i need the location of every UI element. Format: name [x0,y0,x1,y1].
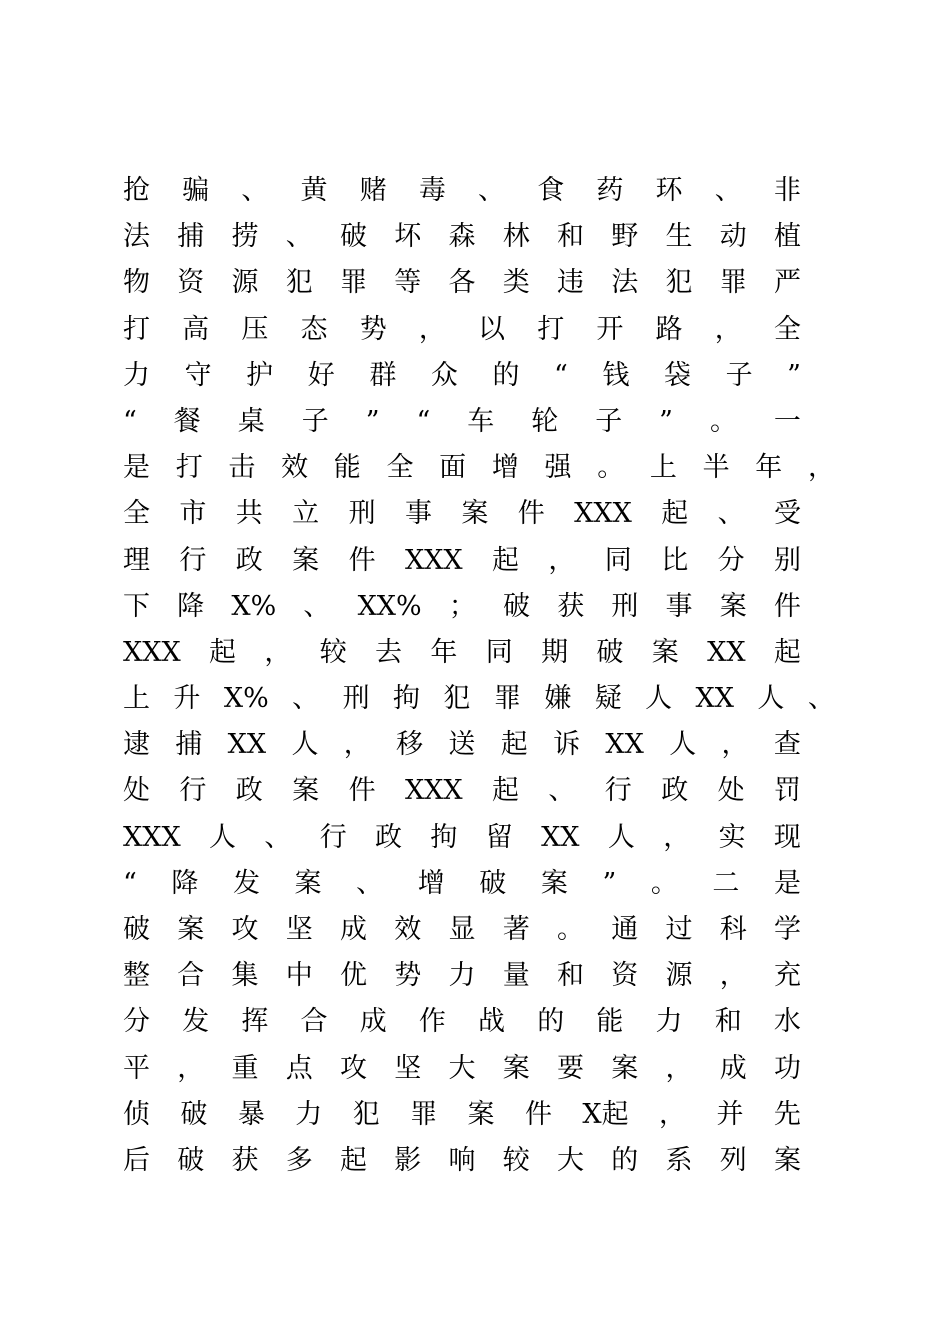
text-token: 下 [123,590,150,622]
text-token: 击 [228,452,256,484]
text-token: 件 [348,544,376,576]
text-token: 较 [319,636,347,668]
text-token: 的 [492,359,520,391]
text-token: 案 [540,867,568,899]
text-token: 大 [557,1144,584,1176]
text-token: 破 [503,590,531,622]
text-token: 重 [231,1052,259,1084]
text-token: 黄 [300,175,328,206]
text-token: 政 [661,775,689,807]
text-token: 破 [479,867,507,899]
text-token: XX [227,729,267,761]
text-token: 、 [292,683,320,715]
text-token: XXX [404,544,463,576]
text-line [123,353,801,399]
text-token: 发 [232,867,260,899]
text-token: 市 [179,498,207,530]
text-token: 起 [492,544,520,576]
text-token: 著 [502,914,530,945]
text-token: 。 [557,914,584,945]
text-token: 态 [300,313,328,345]
text-token: 是 [773,867,801,899]
text-token: 移 [396,729,424,761]
text-token: 等 [394,267,422,299]
text-token: 和 [557,960,584,992]
text-token: 犯 [665,267,693,299]
text-token: 送 [448,729,476,761]
text-token: 资 [611,960,639,992]
text-token: 林 [502,221,530,253]
text-token: 骗 [182,175,210,206]
text-token: ， [665,1052,693,1084]
text-token: 期 [541,636,569,668]
text-token: 坚 [394,1052,422,1084]
text-token: 严 [774,267,801,299]
text-token: 强 [544,452,572,484]
text-token: 成 [719,1052,747,1084]
text-token: “ [554,359,568,391]
text-token: 子 [301,405,329,437]
text-token: ， [663,821,691,853]
text-token: 车 [467,405,495,437]
text-token: 、 [241,175,269,206]
text-token: 逮 [123,729,150,761]
text-token: 人 [607,821,635,853]
text-token: 案 [719,590,747,622]
text-token: 要 [557,1052,584,1084]
text-token: ， [343,729,371,761]
text-token: XX [541,821,580,853]
text-token: 刑 [611,590,639,622]
text-token: 人 [669,729,697,761]
text-token: 降 [177,590,205,622]
text-token: 野 [611,221,639,253]
text-token: 比 [661,544,689,576]
text-token: ， [659,1098,687,1130]
text-line [123,260,801,306]
text-token: 众 [430,359,458,391]
text-token: 中 [285,960,313,992]
text-token: 现 [773,821,801,853]
text-token: 力 [123,359,150,391]
text-token: 全 [773,313,801,345]
text-token: 挥 [241,1006,269,1038]
text-token: 处 [123,775,150,807]
text-token: 疑 [594,683,622,715]
text-token: 植 [774,221,801,253]
text-token: 罪 [410,1098,438,1130]
text-token: 力 [295,1098,323,1130]
text-token: 留 [485,821,513,853]
text-token: 森 [448,221,476,253]
text-token: 开 [596,313,624,345]
text-token: 别 [773,544,801,576]
text-token: ； [448,590,476,622]
text-token: 全 [386,452,414,484]
text-token: ， [264,636,292,668]
text-token: 案 [611,1052,639,1084]
text-token: 刑 [348,498,376,530]
text-token: 并 [716,1098,744,1130]
text-token: 药 [596,175,624,206]
body-text [123,168,835,1184]
text-token: 轮 [531,405,559,437]
text-token: 战 [478,1006,506,1038]
text-line [123,815,801,861]
text-token: 罪 [493,683,521,715]
text-token: ” [787,359,801,391]
text-token: 守 [184,359,212,391]
text-token: 违 [557,267,584,299]
text-token: 获 [231,1144,259,1176]
text-token: 件 [773,590,801,622]
text-token: 起 [500,729,528,761]
text-token: 路 [655,313,683,345]
text-token: 合 [177,960,205,992]
text-line [123,722,801,768]
text-token: 大 [448,1052,476,1084]
text-token: 源 [665,960,693,992]
text-token: 处 [717,775,745,807]
text-line [123,491,801,537]
text-token: 物 [123,267,150,299]
text-token: 破 [180,1098,208,1130]
text-token: 共 [235,498,263,530]
text-token: 行 [319,821,347,853]
text-token: 、 [285,221,313,253]
text-token: 捕 [175,729,203,761]
text-token: 上 [123,683,150,715]
text-line [123,861,801,907]
text-token: 破 [177,1144,205,1176]
text-token: 侦 [123,1098,150,1130]
text-token: 打 [175,452,203,484]
text-token: 案 [461,498,489,530]
text-token: 面 [439,452,467,484]
text-token: 获 [557,590,585,622]
text-token: 。 [597,452,625,484]
text-token: 整 [123,960,150,992]
text-line [123,1046,801,1092]
text-token: 案 [467,1098,495,1130]
text-token: 作 [418,1006,446,1038]
text-token: 充 [774,960,801,992]
text-token: 的 [537,1006,565,1038]
text-token: 同 [604,544,632,576]
text-token: 赌 [359,175,387,206]
text-token: ” [659,405,673,437]
text-token: 政 [375,821,403,853]
text-token: 件 [524,1098,552,1130]
text-token: XXX [123,821,181,853]
text-token: 源 [231,267,259,299]
text-token: 暴 [237,1098,265,1130]
text-token: 水 [773,1006,801,1038]
text-line [123,445,835,491]
text-token: 、 [717,498,745,530]
text-token: XX [605,729,644,761]
text-line [123,630,801,676]
text-token: 升 [173,683,201,715]
text-token: ， [177,1052,205,1084]
text-token: 成 [359,1006,387,1038]
text-token: 功 [774,1052,801,1084]
text-token: ” [602,867,617,899]
text-token: XXX [574,498,632,530]
text-token: 压 [241,313,269,345]
text-line [123,1092,801,1138]
text-token: 、 [303,590,331,622]
text-token: 去 [375,636,403,668]
text-token: ， [721,729,749,761]
text-token: 子 [725,359,753,391]
text-token: 打 [123,313,150,345]
text-token: 的 [611,1144,639,1176]
text-token: 学 [774,914,801,945]
text-token: 起 [492,775,520,807]
text-token: 理 [123,544,150,576]
text-token: 案 [177,914,205,945]
text-token: 捕 [177,221,205,253]
text-token: 上 [649,452,677,484]
text-token: 增 [417,867,445,899]
text-token: 较 [502,1144,530,1176]
text-line [123,907,801,953]
text-token: 显 [448,914,476,945]
text-token: 年 [430,636,458,668]
text-token: 高 [182,313,210,345]
text-token: 势 [394,960,422,992]
text-token: 破 [340,221,367,253]
text-token: 能 [596,1006,624,1038]
text-token: 人 [291,729,319,761]
text-token: 拘 [430,821,458,853]
text-token: ， [548,544,576,576]
text-token: 、 [548,775,576,807]
text-token: XX% [357,590,422,622]
text-token: 行 [179,544,207,576]
text-token: 嫌 [544,683,572,715]
text-token: 资 [177,267,205,299]
text-token: 全 [123,498,150,530]
text-token: 案 [292,544,320,576]
text-token: 效 [281,452,309,484]
text-line [123,999,801,1045]
text-line [123,538,801,584]
text-token: 先 [773,1098,801,1130]
text-token: 多 [285,1144,313,1176]
text-token: 政 [235,544,263,576]
text-token: 餐 [173,405,201,437]
text-line [123,168,801,214]
text-token: 查 [773,729,801,761]
text-token: 成 [340,914,367,945]
text-token: “ [123,867,137,899]
text-token: 影 [394,1144,422,1176]
text-token: X起 [582,1098,629,1130]
text-token: 攻 [231,914,259,945]
text-token: 起 [661,498,689,530]
text-token: 增 [491,452,519,484]
text-token: XX [707,636,746,668]
text-token: 件 [517,498,545,530]
text-token: 件 [348,775,376,807]
text-token: 发 [182,1006,210,1038]
text-token: 打 [537,313,565,345]
text-line [123,399,801,445]
text-token: 势 [359,313,387,345]
text-token: 环 [655,175,683,206]
text-token: 犯 [285,267,313,299]
text-token: “ [416,405,431,437]
text-token: 犯 [352,1098,380,1130]
text-token: XX [695,683,734,715]
text-token: 效 [394,914,422,945]
text-token: 起 [773,636,801,668]
text-token: 列 [719,1144,747,1176]
text-token: 好 [307,359,335,391]
text-token: 过 [665,914,693,945]
text-token: 立 [292,498,320,530]
text-token: 群 [369,359,397,391]
text-token: 降 [171,867,199,899]
text-token: 通 [611,914,639,945]
text-token: 破 [123,914,150,945]
text-token: 合 [300,1006,328,1038]
text-token: 案 [774,1144,801,1176]
text-token: 实 [718,821,746,853]
text-token: 、 [264,821,292,853]
text-token: 、 [807,683,835,715]
text-token: 和 [714,1006,742,1038]
text-token: 拘 [393,683,420,715]
text-token: 分 [717,544,745,576]
text-token: 生 [665,221,693,253]
text-token: 子 [595,405,623,437]
text-token: 一 [773,405,801,437]
text-token: 力 [655,1006,683,1038]
text-token: ， [807,452,835,484]
text-token: 、 [356,867,384,899]
text-token: 钱 [602,359,630,391]
text-token: 人 [645,683,673,715]
text-token: 量 [502,960,530,992]
text-token: 力 [448,960,476,992]
text-token: 人 [757,683,785,715]
text-token: 法 [611,267,639,299]
text-token: 、 [714,175,742,206]
text-token: 护 [246,359,274,391]
text-token: 系 [665,1144,693,1176]
text-token: X% [223,683,269,715]
text-token: 同 [485,636,513,668]
text-token: 攻 [340,1052,367,1084]
text-token: 以 [478,313,506,345]
text-token: 政 [235,775,263,807]
text-line [123,214,801,260]
text-token: 起 [209,636,237,668]
text-token: 二 [712,867,740,899]
text-token: 类 [502,267,530,299]
text-token: 和 [557,221,584,253]
text-token: 行 [604,775,632,807]
text-token: XXX [123,636,181,668]
text-token: 能 [333,452,361,484]
text-token: 坏 [394,221,422,253]
text-token: 动 [719,221,747,253]
text-token: 非 [773,175,801,206]
text-token: 年 [755,452,783,484]
text-line [123,307,801,353]
text-token: 犯 [443,683,471,715]
text-token: 优 [340,960,367,992]
text-line [123,768,801,814]
text-token: 后 [123,1144,150,1176]
text-token: 坚 [285,914,313,945]
text-token: 起 [340,1144,367,1176]
text-token: 、 [478,175,506,206]
text-token: 集 [231,960,259,992]
text-token: 捞 [231,221,259,253]
text-token: 罪 [340,267,367,299]
text-token: 案 [294,867,322,899]
text-token: ， [418,313,446,345]
text-token: 案 [292,775,320,807]
text-token: 点 [285,1052,313,1084]
text-token: 人 [209,821,237,853]
text-token: 受 [773,498,801,530]
text-token: 抢 [123,175,150,206]
text-token: ” [365,405,380,437]
text-token: 半 [702,452,730,484]
text-token: 刑 [342,683,370,715]
text-token: 响 [448,1144,476,1176]
text-token: 平 [123,1052,150,1084]
text-token: 破 [596,636,624,668]
text-token: 事 [404,498,432,530]
text-token: 科 [719,914,747,945]
text-token: 是 [123,452,150,484]
text-token: “ [123,405,137,437]
text-token: 行 [179,775,207,807]
text-token: 案 [502,1052,530,1084]
text-token: 食 [537,175,565,206]
text-token: 各 [448,267,476,299]
text-token: 案 [651,636,679,668]
text-token: 罚 [773,775,801,807]
text-token: XXX [404,775,463,807]
text-token: 事 [665,590,693,622]
text-line [123,1138,801,1184]
text-token: X% [231,590,277,622]
text-line [123,953,801,999]
text-token: 毒 [418,175,446,206]
text-line [123,584,801,630]
text-token: 桌 [237,405,265,437]
text-token: 袋 [664,359,692,391]
text-token: 罪 [719,267,747,299]
text-token: ， [714,313,742,345]
text-line [123,676,835,722]
text-token: 。 [650,867,678,899]
text-token: 法 [123,221,150,253]
text-token: 。 [709,405,737,437]
text-token: 分 [123,1006,150,1038]
text-token: ， [719,960,747,992]
text-token: 诉 [553,729,581,761]
